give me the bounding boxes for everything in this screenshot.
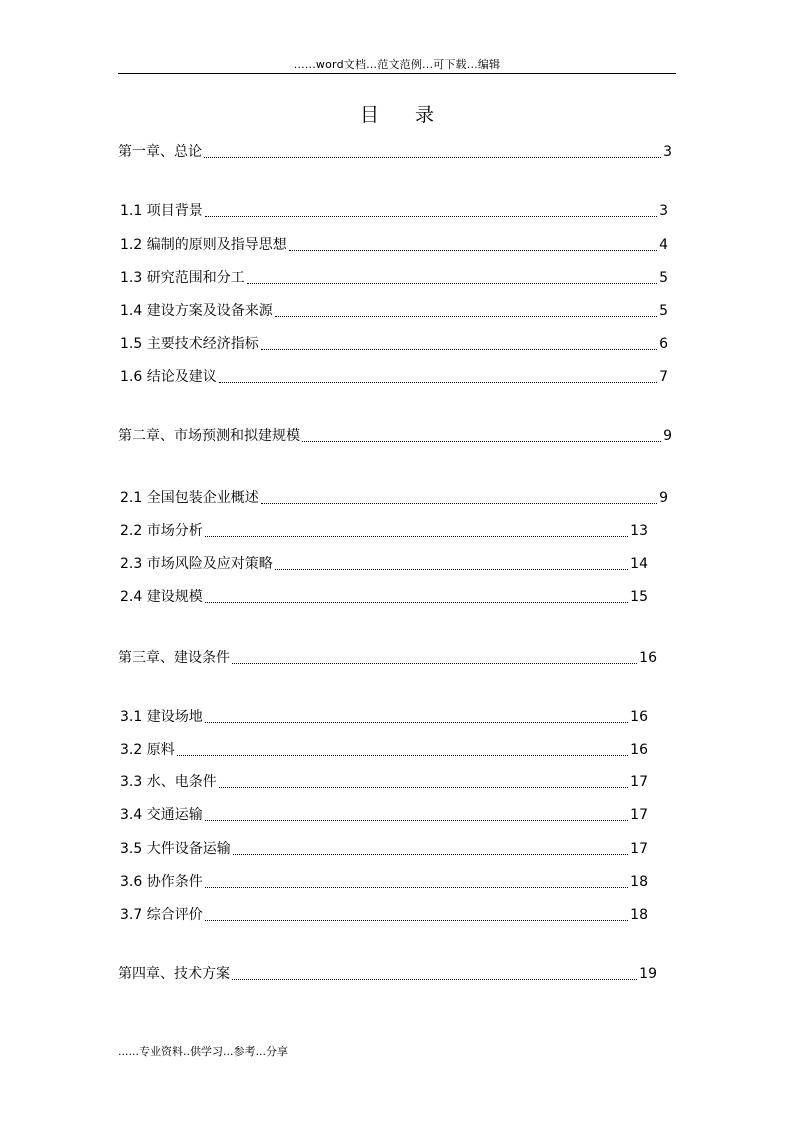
toc-entry-label: 2.4 建设规模 — [120, 589, 203, 605]
toc-entry-label: 3.7 综合评价 — [120, 907, 203, 923]
toc-entry-page: 16 — [630, 709, 648, 725]
toc-dot-leader — [177, 754, 628, 756]
toc-entry-label: 2.2 市场分析 — [120, 523, 203, 539]
toc-entry-label: 2.3 市场风险及应对策略 — [120, 556, 273, 572]
toc-entry-page: 13 — [630, 523, 648, 539]
toc-entry-label: 3.6 协作条件 — [120, 874, 203, 890]
toc-entry-page: 5 — [659, 303, 668, 319]
toc-entry-3-6[interactable] — [118, 874, 648, 890]
page-header: ......word文档...范文范例...可下载...编辑 — [293, 58, 501, 71]
toc-dot-leader — [247, 282, 657, 284]
toc-entry-page: 3 — [663, 144, 672, 160]
toc-dot-leader — [205, 819, 628, 821]
toc-dot-leader — [275, 568, 628, 570]
toc-entry-page: 5 — [659, 270, 668, 286]
toc-entry-page: 14 — [630, 556, 648, 572]
page-footer: ......专业资料..供学习...参考...分享 — [118, 1045, 288, 1058]
toc-entry-3-1[interactable] — [118, 709, 648, 725]
toc-entry-label: 第二章、市场预测和拟建规模 — [118, 428, 300, 444]
toc-dot-leader — [204, 156, 661, 158]
toc-dot-leader — [205, 601, 628, 603]
toc-dot-leader — [289, 249, 657, 251]
toc-entry-page: 19 — [639, 966, 657, 982]
toc-entry-1-2[interactable] — [118, 237, 668, 253]
toc-dot-leader — [219, 786, 628, 788]
toc-entry-chapter-2[interactable] — [118, 428, 672, 444]
toc-dot-leader — [205, 215, 657, 217]
toc-entry-label: 1.3 研究范围和分工 — [120, 270, 245, 286]
toc-dot-leader — [261, 348, 657, 350]
toc-entry-1-6[interactable] — [118, 369, 668, 385]
toc-dot-leader — [219, 381, 657, 383]
toc-entry-page: 18 — [630, 907, 648, 923]
toc-entry-2-1[interactable] — [118, 490, 668, 506]
toc-entry-page: 4 — [659, 237, 668, 253]
toc-dot-leader — [233, 853, 628, 855]
toc-entry-label: 第三章、建设条件 — [118, 650, 230, 666]
toc-entry-label: 1.2 编制的原则及指导思想 — [120, 237, 287, 253]
toc-dot-leader — [275, 315, 657, 317]
toc-entry-label: 3.4 交通运输 — [120, 807, 203, 823]
toc-dot-leader — [232, 662, 637, 664]
toc-entry-page: 15 — [630, 589, 648, 605]
toc-entry-3-3[interactable] — [118, 774, 648, 790]
toc-entry-page: 9 — [663, 428, 672, 444]
toc-dot-leader — [205, 721, 628, 723]
toc-entry-label: 第四章、技术方案 — [118, 966, 230, 982]
toc-entry-page: 18 — [630, 874, 648, 890]
toc-dot-leader — [302, 440, 661, 442]
toc-entry-chapter-4[interactable] — [118, 966, 657, 982]
toc-dot-leader — [261, 502, 657, 504]
toc-entry-label: 1.1 项目背景 — [120, 203, 203, 219]
toc-entry-label: 3.3 水、电条件 — [120, 774, 217, 790]
toc-entry-page: 16 — [639, 650, 657, 666]
toc-entry-page: 7 — [659, 369, 668, 385]
toc-entry-1-3[interactable] — [118, 270, 668, 286]
toc-title: 目 录 — [359, 104, 435, 126]
toc-entry-label: 1.6 结论及建议 — [120, 369, 217, 385]
toc-entry-label: 2.1 全国包装企业概述 — [120, 490, 259, 506]
toc-entry-chapter-1[interactable] — [118, 144, 672, 160]
toc-dot-leader — [232, 978, 637, 980]
toc-entry-page: 9 — [659, 490, 668, 506]
toc-entry-3-4[interactable] — [118, 807, 648, 823]
toc-entry-page: 3 — [659, 203, 668, 219]
toc-entry-label: 第一章、总论 — [118, 144, 202, 160]
toc-entry-label: 3.1 建设场地 — [120, 709, 203, 725]
toc-entry-2-4[interactable] — [118, 589, 648, 605]
toc-entry-page: 17 — [630, 841, 648, 857]
toc-entry-3-7[interactable] — [118, 907, 648, 923]
toc-entry-label: 3.5 大件设备运输 — [120, 841, 231, 857]
header-rule — [118, 73, 676, 74]
toc-entry-3-5[interactable] — [118, 841, 648, 857]
toc-entry-page: 16 — [630, 742, 648, 758]
toc-dot-leader — [205, 535, 628, 537]
toc-entry-3-2[interactable] — [118, 742, 648, 758]
toc-entry-1-5[interactable] — [118, 336, 668, 352]
toc-entry-label: 3.2 原料 — [120, 742, 175, 758]
toc-entry-page: 17 — [630, 807, 648, 823]
toc-entry-page: 17 — [630, 774, 648, 790]
toc-entry-page: 6 — [659, 336, 668, 352]
toc-entry-1-4[interactable] — [118, 303, 668, 319]
toc-dot-leader — [205, 919, 628, 921]
toc-entry-1-1[interactable] — [118, 203, 668, 219]
toc-entry-2-3[interactable] — [118, 556, 648, 572]
toc-entry-2-2[interactable] — [118, 523, 648, 539]
toc-entry-label: 1.5 主要技术经济指标 — [120, 336, 259, 352]
toc-entry-chapter-3[interactable] — [118, 650, 657, 666]
toc-entry-label: 1.4 建设方案及设备来源 — [120, 303, 273, 319]
toc-dot-leader — [205, 886, 628, 888]
